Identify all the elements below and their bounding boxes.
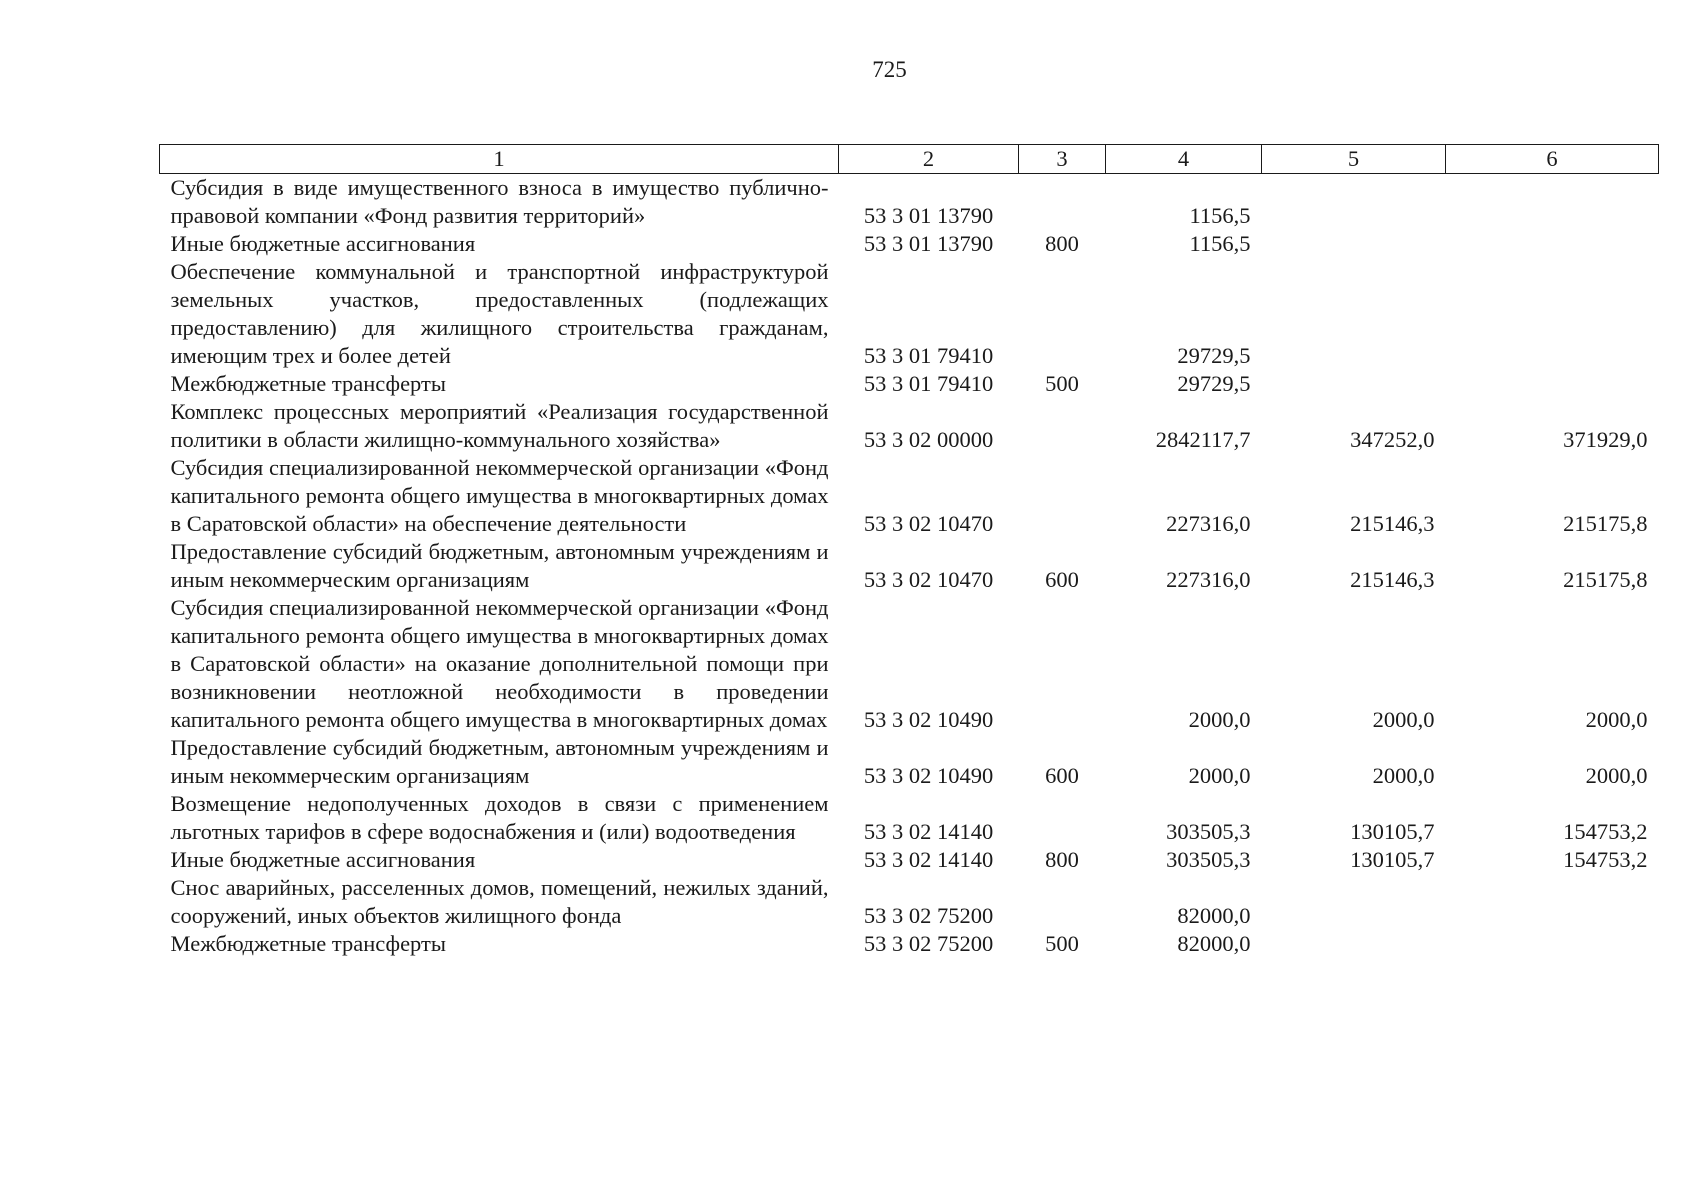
row-value-col6: 215175,8: [1563, 567, 1648, 592]
row-code-cell: 53 3 02 75200: [863, 903, 994, 928]
row-value-col5: 215146,3: [1350, 567, 1435, 592]
row-value-col4: 29729,5: [1177, 343, 1251, 368]
row-name-cell: Предоставление субсидий бюджетным, автономным учреждениям и иным некоммерческим организациям: [170, 539, 829, 592]
row-value-col5: 130105,7: [1350, 819, 1435, 844]
row-value-col4: 29729,5: [1177, 371, 1251, 396]
row-value-col5: 130105,7: [1350, 847, 1435, 872]
header-col-4: 4: [1106, 145, 1262, 174]
row-value-col4: 303505,3: [1166, 819, 1251, 844]
table-row: [160, 230, 1659, 258]
row-value-col4: 227316,0: [1166, 511, 1251, 536]
row-name-cell: Межбюджетные трансферты: [170, 931, 446, 956]
table-row: [160, 454, 1659, 538]
row-type-cell: [1019, 594, 1106, 734]
table-row: [160, 874, 1659, 930]
row-name-cell: Иные бюджетные ассигнования: [170, 847, 476, 872]
table-row: [160, 734, 1659, 790]
row-value-col6: [1446, 370, 1659, 398]
row-name-cell: Комплекс процессных мероприятий «Реализация государственной политики в области жилищно-коммунального хозяйства»: [170, 399, 829, 452]
row-type-cell: 600: [1045, 763, 1079, 788]
row-type-cell: 500: [1045, 371, 1079, 396]
row-code-cell: 53 3 01 79410: [863, 371, 994, 396]
row-code-cell: 53 3 02 10490: [863, 763, 994, 788]
row-value-col5: [1262, 930, 1446, 958]
row-name-cell: Возмещение недополученных доходов в связи с применением льготных тарифов в сфере водоснабжения и (или) водоотведения: [170, 791, 829, 844]
row-code-cell: 53 3 02 10490: [863, 707, 994, 732]
table-row: [160, 398, 1659, 454]
table-row: [160, 790, 1659, 846]
row-name-cell: Снос аварийных, расселенных домов, помещений, нежилых зданий, сооружений, иных объектов жилищного фонда: [170, 875, 829, 928]
row-code-cell: 53 3 02 10470: [863, 511, 994, 536]
header-col-3: 3: [1019, 145, 1106, 174]
budget-table: [159, 144, 1659, 958]
table-body: [160, 174, 1659, 959]
row-type-cell: [1019, 874, 1106, 930]
row-value-col4: 82000,0: [1177, 903, 1251, 928]
row-value-col6: [1446, 874, 1659, 930]
row-type-cell: [1019, 454, 1106, 538]
row-code-cell: 53 3 02 10470: [863, 567, 994, 592]
row-code-cell: 53 3 02 00000: [863, 427, 994, 452]
row-value-col6: 215175,8: [1563, 511, 1648, 536]
row-type-cell: [1019, 258, 1106, 370]
row-value-col6: 371929,0: [1563, 427, 1648, 452]
row-value-col5: 347252,0: [1350, 427, 1435, 452]
row-value-col6: 2000,0: [1585, 763, 1648, 788]
row-value-col4: 82000,0: [1177, 931, 1251, 956]
table-row: [160, 930, 1659, 958]
row-name-cell: Предоставление субсидий бюджетным, автономным учреждениям и иным некоммерческим организациям: [170, 735, 829, 788]
row-type-cell: [1019, 398, 1106, 454]
row-value-col4: 2842117,7: [1155, 427, 1251, 452]
row-code-cell: 53 3 01 79410: [863, 343, 994, 368]
row-value-col6: [1446, 930, 1659, 958]
row-value-col5: 2000,0: [1372, 707, 1435, 732]
row-value-col5: [1262, 174, 1446, 231]
row-value-col4: 227316,0: [1166, 567, 1251, 592]
page-number: 725: [872, 57, 907, 82]
row-value-col4: 2000,0: [1188, 707, 1251, 732]
row-value-col6: [1446, 230, 1659, 258]
row-value-col4: 2000,0: [1188, 763, 1251, 788]
row-name-cell: Межбюджетные трансферты: [170, 371, 446, 396]
header-col-2: 2: [839, 145, 1019, 174]
row-value-col5: [1262, 230, 1446, 258]
row-name-cell: Субсидия в виде имущественного взноса в имущество публично-правовой компании «Фонд развития территорий»: [170, 175, 829, 228]
row-name-cell: Обеспечение коммунальной и транспортной инфраструктурой земельных участков, предоставленных (подлежащих предоставлению) для жилищного строительства гражданам, имеющим трех и более детей: [170, 259, 829, 368]
table-row: [160, 258, 1659, 370]
header-col-6: 6: [1446, 145, 1659, 174]
row-value-col6: 154753,2: [1563, 847, 1648, 872]
row-code-cell: 53 3 01 13790: [863, 231, 994, 256]
row-name-cell: Субсидия специализированной некоммерческой организации «Фонд капитального ремонта общего имущества в многоквартирных домах в Саратовской области» на обеспечение деятельности: [170, 455, 829, 536]
row-code-cell: 53 3 02 14140: [863, 819, 994, 844]
row-value-col4: 303505,3: [1166, 847, 1251, 872]
row-type-cell: [1019, 790, 1106, 846]
header-row: [160, 145, 1659, 174]
row-value-col6: 2000,0: [1585, 707, 1648, 732]
row-value-col6: 154753,2: [1563, 819, 1648, 844]
table-row: [160, 846, 1659, 874]
row-type-cell: 800: [1045, 847, 1079, 872]
row-type-cell: 600: [1045, 567, 1079, 592]
header-col-5: 5: [1262, 145, 1446, 174]
row-value-col5: 2000,0: [1372, 763, 1435, 788]
table-row: [160, 594, 1659, 734]
row-type-cell: 800: [1045, 231, 1079, 256]
row-value-col5: [1262, 370, 1446, 398]
row-type-cell: 500: [1045, 931, 1079, 956]
row-value-col6: [1446, 174, 1659, 231]
row-value-col4: 1156,5: [1189, 231, 1251, 256]
row-value-col6: [1446, 258, 1659, 370]
row-type-cell: [1019, 174, 1106, 231]
table-header: [160, 145, 1659, 174]
table-row: [160, 174, 1659, 231]
table-row: [160, 538, 1659, 594]
row-value-col5: [1262, 258, 1446, 370]
header-col-1: 1: [160, 145, 839, 174]
row-name-cell: Иные бюджетные ассигнования: [170, 231, 476, 256]
row-value-col5: 215146,3: [1350, 511, 1435, 536]
table-row: [160, 370, 1659, 398]
row-value-col4: 1156,5: [1189, 203, 1251, 228]
row-code-cell: 53 3 01 13790: [863, 203, 994, 228]
row-name-cell: Субсидия специализированной некоммерческой организации «Фонд капитального ремонта общего имущества в многоквартирных домах в Саратовской области» на оказание дополнительной помощи при возникновении неотложной необходимости в проведении капитального ремонта общего имущества в многоквартирных домах: [170, 595, 829, 732]
row-value-col5: [1262, 874, 1446, 930]
row-code-cell: 53 3 02 75200: [863, 931, 994, 956]
row-code-cell: 53 3 02 14140: [863, 847, 994, 872]
